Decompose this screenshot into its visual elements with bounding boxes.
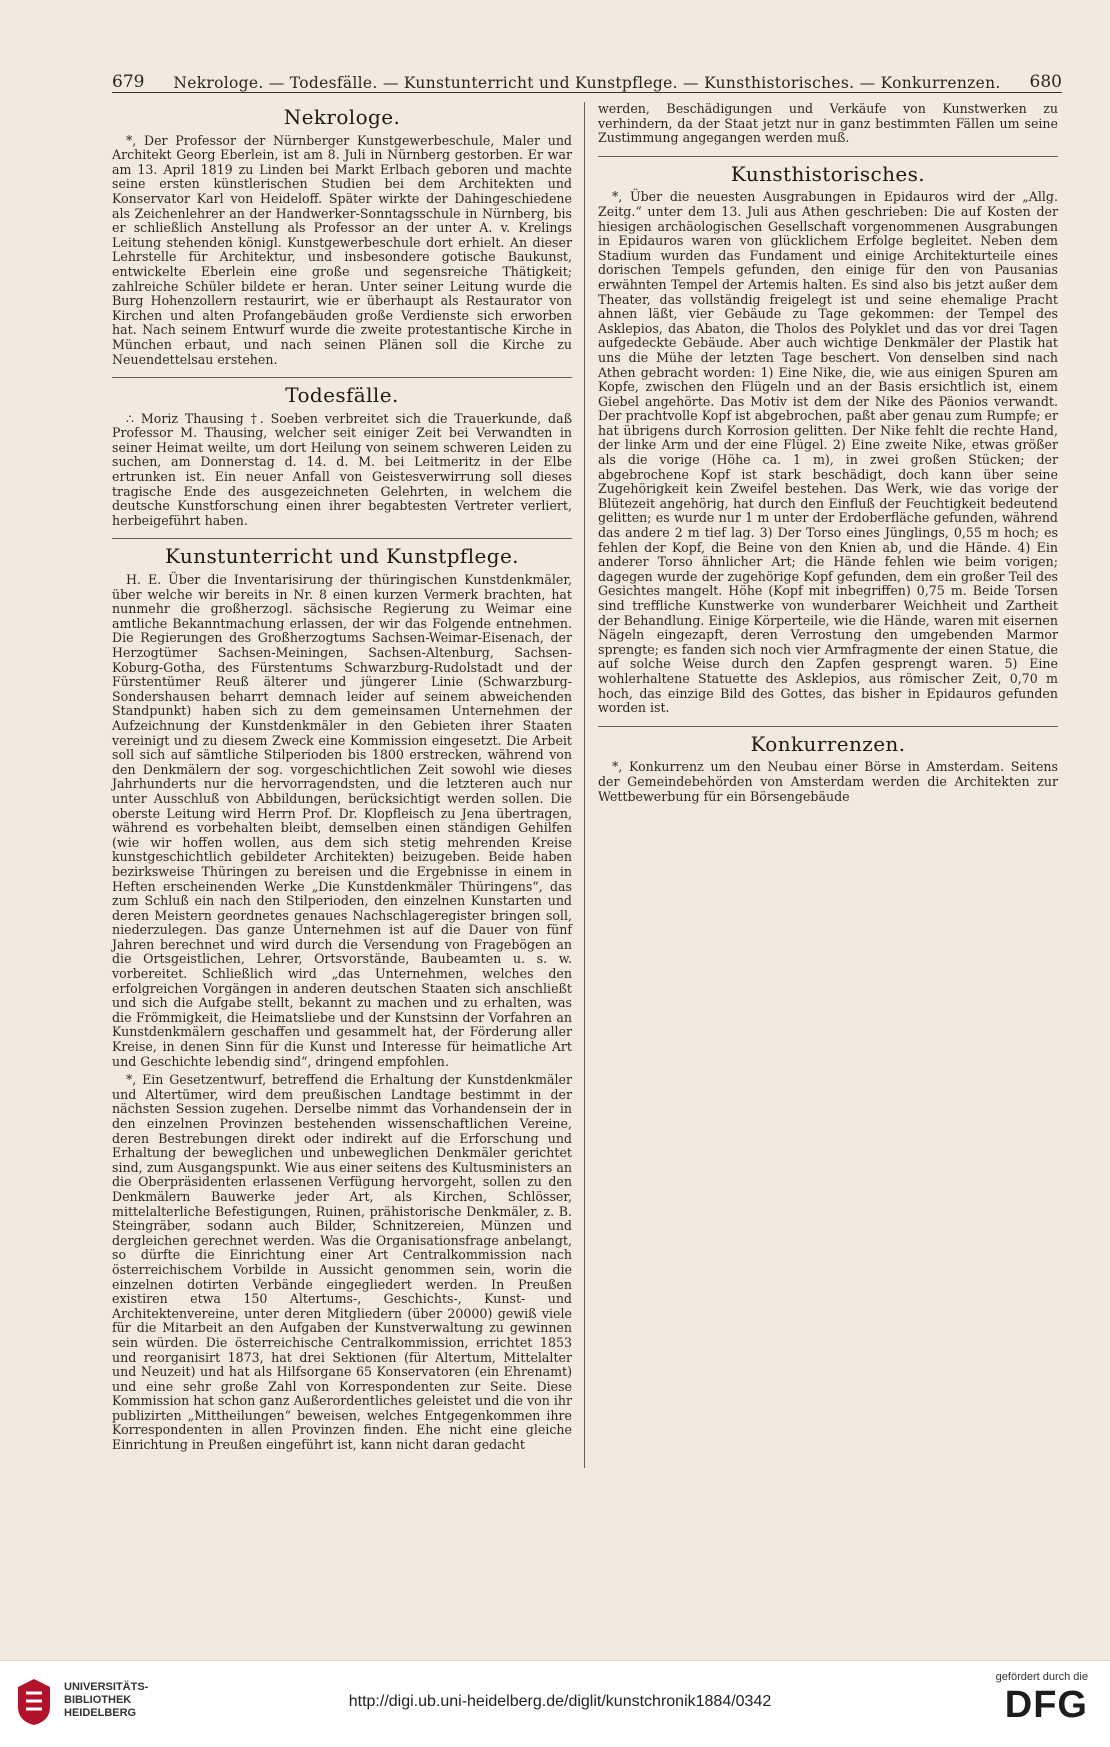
column-rule: [584, 102, 585, 1468]
page-header: [112, 62, 1062, 93]
kunstunterricht-para2: *, Ein Gesetzentwurf, betreffend die Erhaltung der Kunstdenkmäler und Altertümer, wird dem preußischen Landtage bestimmt in der nächsten Session zugehen. Derselbe nimmt das Vorhandensein der in den einzelnen Provinzen bestehenden wissenschaftlichen Vereine, deren Bestrebungen direkt oder indirekt auf die Erforschung und Erhaltung der beweglichen und unbeweglichen Denkmäler gerichtet sind, zum Ausgangspunkt. Wie aus einer seitens des Kultusministers an die Oberpräsidenten erlassenen Verfügung hervorgeht, sollen zu den Denkmälern Bauwerke jeder Art, als Kirchen, Schlösser, mittelalterliche Befestigungen, Ruinen, prähistorische Denkmäler, z. B. Steingräber, sodann auch Bilder, Schnitzereien, Münzen und dergleichen gerechnet werden. Was die Organisationsfrage anbelangt, so dürfte die Einrichtung einer Art Centralkommission nach österreichischem Vorbilde in Aussicht genommen sein, worin die einzelnen dotirten Verbände eingegliedert werden. In Preußen existiren etwa 150 Altertums-, Geschichts-, Kunst- und Architektenvereine, unter deren Mitgliedern (über 20000) gewiß viele für die Mitarbeit an den Aufgaben der Kunstverwaltung zu gewinnen sein würden. Die österreichische Centralkommission, errichtet 1853 und reorganisirt 1873, hat drei Sektionen (für Altertum, Mittelalter und Neuzeit) und hat als Hilfsorgane 65 Konservatoren (ein Ehrenamt) und eine sehr große Zahl von Korrespondenten zur Seite. Diese Kommission hat schon ganz Außerordentliches geleistet und die von ihr publizirten „Mittheilungen“ beweisen, welches Entgegenkommen ihre Korrespondenten in allen Provinzen finden. Ehe nicht eine gleiche Einrichtung in Preußen eingeführt ist, kann nicht daran gedacht: [112, 1072, 572, 1453]
section-title-kunsthistorisches: Kunsthistorisches.: [730, 161, 926, 186]
section-divider: [598, 726, 1058, 727]
kunstunterricht-para1: H. E. Über die Inventarisirung der thüringischen Kunstdenkmäler, über welche wir bereits in Nr. 8 einen kurzen Vermerk brachten, hat nunmehr die großherzogl. sächsische Regierung zu Weimar eine amtliche Bekanntmachung erlassen, der wir das Folgende entnehmen. Die Regierungen des Großherzogtums Sachsen-Weimar-Eisenach, der Herzogtümer Sachsen-Meiningen, Sachsen-Altenburg, Sachsen-Koburg-Gotha, des Fürstentums Schwarzburg-Rudolstadt und der Fürstentümer Reuß älterer und jüngerer Linie (Schwarzburg-Sondershausen beharrt demnach leider auf seinem abweichenden Standpunkt) haben sich zu dem gemeinsamen Unternehmen der Aufzeichnung der Kunstdenkmäler in den Gebieten ihrer Staaten vereinigt und zu diesem Zweck eine Kommission eingesetzt. Die Arbeit soll sich auf sämtliche Stilperioden bis 1800 erstrecken, während von den Denkmälern der sog. vorgeschichtlichen Zeit sowohl wie dieses Jahrhunderts nur die hervorragendsten, und die letzteren auch nur unter Ausschluß von Abbildungen, berücksichtigt werden sollen. Die oberste Leitung wird Herrn Prof. Dr. Klopfleisch zu Jena übertragen, während es vorbehalten bleibt, demselben einen ständigen Gehilfen (wie wir hoffen wollen, aus dem sich stetig mehrenden Kreise kunstgeschichtlich gebildeter Architekten) beizugeben. Beide haben bezirksweise Thüringen zu bereisen und die Ergebnisse in einem in Heften erscheinenden Werke „Die Kunstdenkmäler Thüringens“, das zum Schluß ein nach den Stilperioden, den einzelnen Kunstarten und deren Meistern geordnetes genaues Nachschlageregister bringen soll, niederzulegen. Das ganze Unternehmen ist auf die Dauer von fünf Jahren berechnet und wird durch die Versendung von Fragebögen an die Ortsgeistlichen, Lehrer, Ortsvorstände, Baubeamten u. s. w. vorbereitet. Schließlich wird „das Unternehmen, welches den erfolgreichen Vorgängen in anderen deutschen Staaten sich anschließt und sich die Aufgabe stellt, bekannt zu machen und zu erhalten, was die Frömmigkeit, die Heimatsliebe und der Kunstsinn der Vorfahren an Kunstdenkmälern geschaffen und gesammelt hat, der Förderung aller Kreise, in denen Sinn für die Kunst und Interesse für heimatliche Art und Geschichte lebendig sind“, dringend empfohlen.: [112, 572, 572, 1069]
dfg-logo: DFG: [1004, 1684, 1088, 1726]
institution-name: [64, 1681, 148, 1720]
viewer-footer: [0, 1660, 1110, 1747]
left-column: [112, 102, 572, 1457]
section-divider: [112, 538, 572, 539]
kunsthistorisches-text: *, Über die neuesten Ausgrabungen in Epidauros wird der „Allg. Zeitg.“ unter dem 13. Juli aus Athen geschrieben: Die auf Kosten der hiesigen archäologischen Gesellschaft vorgenommenen Ausgrabungen in Epidauros waren von glücklichem Erfolge begleitet. Neben dem Stadium wurden das Fundament und einige Architekturteile eines dorischen Tempels gefunden, den einige für den von Pausanias erwähnten Tempel der Artemis halten. Es sind also bis jetzt außer dem Theater, das vollständig freigelegt ist und seine ehemalige Pracht ahnen läßt, vier Gebäude zu Tage gekommen: der Tempel des Asklepios, das Abaton, die Tholos des Polyklet und das vor drei Tagen aufgedeckte Gebäude. Aber auch wichtige Denkmäler der Plastik hat uns die Mühe der letzten Tage beschert. Von denselben sind nach Athen gebracht worden: 1) Eine Nike, die, wie aus einigen Spuren am Kopfe, zwischen den Flügeln und an der Basis ersichtlich ist, einem Giebel angehörte. Das Motiv ist dem der Nike des Päonios verwandt. Der prachtvolle Kopf ist abgebrochen, paßt aber genau zum Rumpfe; er hat übrigens durch Korrosion gelitten. Der Nike fehlt die rechte Hand, der linke Arm und der eine Flügel. 2) Eine zweite Nike, etwas größer als die vorige (Höhe ca. 1 m), in zwei großen Stücken; der abgebrochene Kopf ist stark beschädigt, doch kann über seine Zugehörigkeit kein Zweifel bestehen. Das Werk, wie das vorige der Blütezeit angehörig, hat durch den Einfluß der Feuchtigkeit bedeutend gelitten; es wurde nur 1 m unter der Erdoberfläche gefunden, während das andere 2 m tief lag. 3) Der Torso eines Jünglings, 0,55 m hoch; es fehlen der Kopf, die Beine von den Knien ab, und die Hände. 4) Ein anderer Torso ähnlicher Art; die Hände fehlen wie beim vorigen; dagegen wurde der zugehörige Kopf gefunden, dem ein großer Teil des Gesichtes mangelt. Höhe (Kopf mit inbegriffen) 0,75 m. Beide Torsen sind treffliche Kunstwerke von wunderbarer Weichheit und Zartheit der Behandlung. Einige Körperteile, wie die Hände, waren mit eisernen Nägeln eingezapft, deren Verrostung den umgebenden Marmor sprengte; es fanden sich noch vier Armfragmente der einen Statue, die auf solche Weise durch den Zapfen gesprengt waren. 5) Eine wohlerhaltene Statuette des Asklepios, aus römischer Zeit, 0,70 m hoch, das einzige Bild des Gottes, das bisher in Epidauros gefunden worden ist.: [598, 189, 1058, 716]
nekrologe-text: *, Der Professor der Nürnberger Kunstgewerbeschule, Maler und Architekt Georg Eberlein, ist am 8. Juli in Nürnberg gestorben. Er war am 13. April 1819 zu Linden bei Markt Erlbach geboren und machte seine ersten künstlerischen Studien bei dem Architekten und Konservator Karl von Heideloff. Später wirkte der Dahingeschiedene als Zeichenlehrer an der Handwerker-Sonntagsschule in Nürnberg, bis er schließlich Anstellung als Professor an der unter A. v. Krelings Leitung stehenden königl. Kunstgewerbeschule dort erhielt. An dieser Lehrstelle für Architektur, und insbesondere gotische Baukunst, entwickelte Eberlein eine große und segensreiche Thätigkeit; zahlreiche Schüler bildete er heran. Unter seiner Leitung wurde die Burg Hohenzollern restaurirt, wie er überhaupt als Restaurator von Kirchen und alten Profangebäuden große Verdienste sich erworben hat. Nach seinem Entwurf wurde die zweite protestantische Kirche in München erbaut, und nach seinen Plänen soll die Kirche zu Neuendettelsau erstehen.: [112, 132, 572, 367]
institution-line: UNIVERSITÄTS-: [64, 1681, 149, 1693]
running-title: Nekrologe. — Todesfälle. — Kunstunterricht und Kunstpflege. — Kunsthistorisches. — Konkurrenzen.: [173, 74, 1001, 92]
section-title-kunstunterricht: Kunstunterricht und Kunstpflege.: [165, 544, 519, 569]
section-divider: [112, 377, 572, 378]
section-title-nekrologe: Nekrologe.: [283, 105, 401, 129]
funding-caption: gefördert durch die: [995, 1671, 1088, 1683]
permalink-url[interactable]: http://digi.ub.uni-heidelberg.de/diglit/kunstchronik1884/0342: [348, 1693, 772, 1710]
todesfaelle-text: ∴ Moriz Thausing †. Soeben verbreitet sich die Trauerkunde, daß Professor M. Thausing, welcher seit einiger Zeit bei Verwandten in seiner Heimat weilte, um dort Heilung von seinem schweren Leiden zu suchen, am Donnerstag d. 14. d. M. bei Leitmeritz in der Elbe ertrunken ist. Ein neuer Anfall von Geistesverwirrung soll dieses tragische Ende des ausgezeichneten Gelehrten, in welchem die deutsche Kunstforschung einen ihrer begabtesten Vertreter verliert, herbeigeführt haben.: [112, 410, 572, 528]
university-seal-icon: [14, 1677, 54, 1727]
section-title-todesfaelle: Todesfälle.: [285, 383, 399, 408]
institution-line: BIBLIOTHEK: [64, 1694, 132, 1706]
page-number-right: 680: [1029, 72, 1062, 92]
institution-line: HEIDELBERG: [64, 1707, 137, 1719]
kunstunterricht-para2-continued: werden, Beschädigungen und Verkäufe von Kunstwerken zu verhindern, da der Staat jetzt nur in ganz bestimmten Fällen um seine Zustimmung angegangen werden muß.: [598, 101, 1058, 146]
section-divider: [598, 156, 1058, 157]
section-title-konkurrenzen: Konkurrenzen.: [750, 731, 906, 756]
right-column: [598, 102, 1058, 808]
funding-note: [968, 1671, 1088, 1727]
konkurrenzen-text: *, Konkurrenz um den Neubau einer Börse in Amsterdam. Seitens der Gemeindebehörden von Amsterdam werden die Architekten zur Wettbewerbung für ein Börsengebäude: [598, 759, 1058, 804]
page-number-left: 679: [112, 72, 145, 92]
